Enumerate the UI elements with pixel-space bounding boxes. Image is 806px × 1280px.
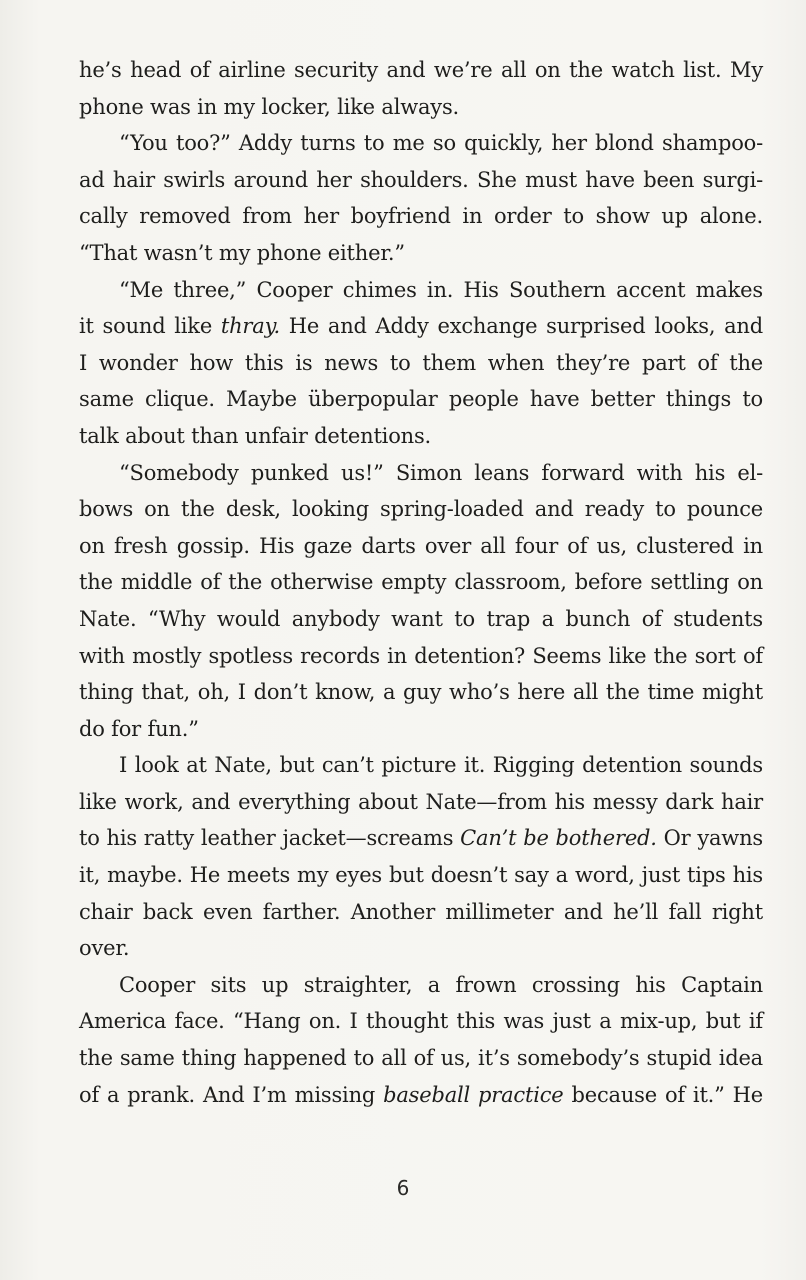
text-line: I look at Nate, but can’t picture it. Rigging detention sounds (119, 753, 763, 778)
text-line: same clique. Maybe überpopular people have better things to (79, 387, 763, 412)
text-line: with mostly spotless records in detention? Seems like the sort of (79, 643, 763, 668)
text-line: the same thing happened to all of us, it’s somebody’s stupid idea (79, 1046, 763, 1071)
text-line: over. (79, 936, 130, 961)
text-line: ad hair swirls around her shoulders. She must have been surgi- (79, 167, 763, 192)
text-line (79, 308, 763, 345)
text-line: “Somebody punked us!” Simon leans forward with his el- (119, 460, 763, 485)
body-text (79, 52, 763, 1113)
italic-segment: baseball practice (383, 1082, 564, 1107)
text-line: chair back even farther. Another millimeter and he’ll fall right (79, 899, 763, 924)
text-line: cally removed from her boyfriend in order to show up alone. (79, 204, 763, 229)
text-line: “You too?” Addy turns to me so quickly, her blond shampoo- (119, 131, 763, 156)
text-line: phone was in my locker, like always. (79, 94, 460, 119)
text-line: Cooper sits up straighter, a frown crossing his Captain (119, 972, 763, 997)
text-line (79, 820, 763, 857)
text-line: Nate. “Why would anybody want to trap a bunch of students (79, 606, 763, 631)
text-segment: because of it.” He (563, 1082, 763, 1107)
text-line: thing that, oh, I don’t know, a guy who’s here all the time might (79, 680, 763, 705)
italic-segment: Can’t be bothered. (460, 826, 657, 851)
text-line: do for fun.” (79, 716, 199, 741)
text-line: the middle of the otherwise empty classroom, before settling on (79, 570, 763, 595)
text-line: he’s head of airline security and we’re all on the watch list. My (79, 58, 763, 82)
text-line: on fresh gossip. His gaze darts over all four of us, clustered in (79, 533, 763, 558)
text-line: it, maybe. He meets my eyes but doesn’t say a word, just tips his (79, 863, 763, 888)
text-segment: to his ratty leather jacket—screams (79, 826, 461, 851)
text-line: “Me three,” Cooper chimes in. His Southern accent makes (119, 277, 763, 302)
text-segment: it sound like (79, 314, 221, 339)
text-line: America face. “Hang on. I thought this was just a mix-up, but if (79, 1009, 763, 1034)
text-line: “That wasn’t my phone either.” (79, 240, 405, 265)
text-line: I wonder how this is news to them when they’re part of the (79, 350, 763, 375)
text-segment: of a prank. And I’m missing (79, 1082, 384, 1107)
text-line (79, 1077, 763, 1114)
text-segment: Or yawns (656, 826, 763, 851)
page-number: 6 (396, 1176, 410, 1200)
text-line: talk about than unfair detentions. (79, 423, 432, 448)
text-line: like work, and everything about Nate—from his messy dark hair (79, 789, 763, 814)
text-segment: He and Addy exchange surprised looks, and (279, 314, 763, 339)
text-line: bows on the desk, looking spring-loaded and ready to pounce (79, 497, 763, 522)
italic-segment: thray. (220, 314, 280, 339)
